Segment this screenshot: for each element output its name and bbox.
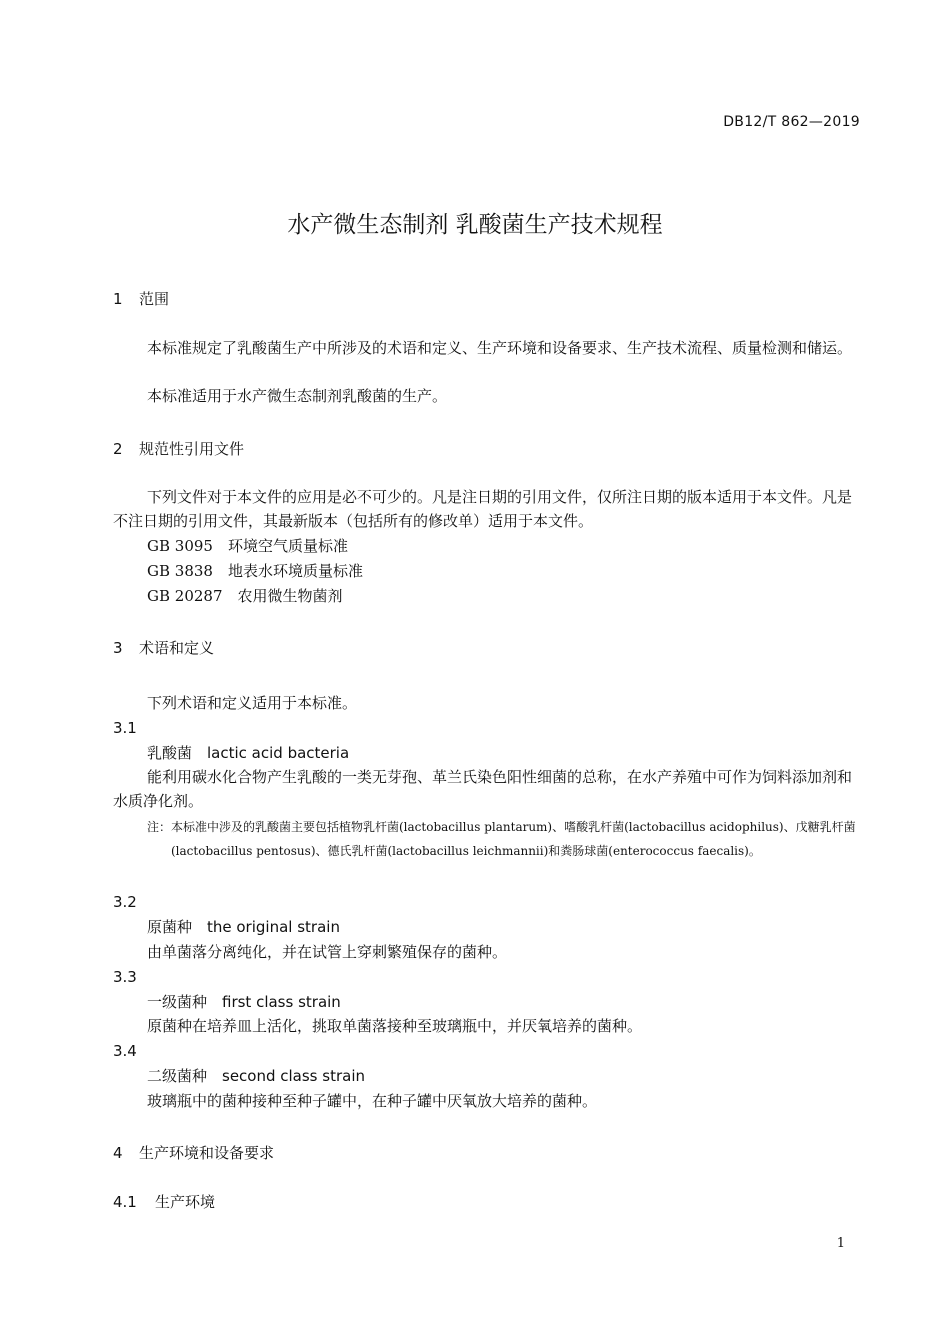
term-name: 二级菌种 second class strain [147, 1067, 365, 1085]
subsection-4-1-heading [113, 1191, 215, 1212]
term-number: 3.1 [113, 719, 137, 737]
section-2-heading [113, 438, 244, 459]
section-number: 3 [113, 639, 123, 657]
term-definition: 原菌种在培养皿上活化，挑取单菌落接种至玻璃瓶中，并厌氧培养的菌种。 [147, 1017, 643, 1035]
section-1-paragraph-1: 本标准规定了乳酸菌生产中所涉及的术语和定义、生产环境和设备要求、生产技术流程、质量检测和储运。 [147, 339, 853, 357]
section-2-paragraph-1: 下列文件对于本文件的应用是必不可少的。凡是注日期的引用文件，仅所注日期的版本适用于本文件。凡是不注日期的引用文件，其最新版本（包括所有的修改单）适用于本文件。 [113, 488, 853, 530]
reference-item: GB 3095 环境空气质量标准 [147, 537, 348, 555]
section-title: 生产环境和设备要求 [139, 1144, 275, 1162]
subsection-number: 4.1 [113, 1193, 137, 1211]
section-title: 范围 [139, 290, 170, 308]
term-name: 乳酸菌 lactic acid bacteria [147, 744, 350, 762]
section-3-heading [113, 637, 214, 658]
reference-item: GB 20287 农用微生物菌剂 [147, 587, 343, 605]
section-3-intro: 下列术语和定义适用于本标准。 [147, 694, 358, 712]
page-number: 1 [836, 1236, 845, 1251]
document-code: DB12/T 862—2019 [723, 114, 860, 130]
section-number: 4 [113, 1144, 123, 1162]
term-name: 一级菌种 first class strain [147, 993, 341, 1011]
section-title: 规范性引用文件 [139, 440, 245, 458]
note-label: 注： [147, 820, 172, 834]
section-number: 2 [113, 440, 123, 458]
section-title: 术语和定义 [139, 639, 215, 657]
term-number: 3.4 [113, 1042, 137, 1060]
term-definition: 玻璃瓶中的菌种接种至种子罐中，在种子罐中厌氧放大培养的菌种。 [147, 1092, 598, 1110]
document-title: 水产微生态制剂 乳酸菌生产技术规程 [287, 212, 663, 238]
section-1-paragraph-2: 本标准适用于水产微生态制剂乳酸菌的生产。 [147, 387, 448, 405]
section-1-heading [113, 288, 169, 309]
section-4-heading [113, 1142, 274, 1163]
subsection-title: 生产环境 [155, 1193, 216, 1211]
section-number: 1 [113, 290, 123, 308]
term-note: 本标准中涉及的乳酸菌主要包括植物乳杆菌(lactobacillus plantarum)、嗜酸乳杆菌(lactobacillus acidophilus)、戊糖乳杆菌(lactobacillus pentosus)、德氏乳杆菌(lactobacillus leichmannii)和粪肠球菌(enterococcus faecalis)。 [171, 820, 856, 858]
term-definition: 能利用碳水化合物产生乳酸的一类无芽孢、革兰氏染色阳性细菌的总称，在水产养殖中可作为饲料添加剂和水质净化剂。 [113, 768, 853, 810]
term-number: 3.3 [113, 968, 137, 986]
term-name: 原菌种 the original strain [147, 918, 340, 936]
term-number: 3.2 [113, 893, 137, 911]
term-definition: 由单菌落分离纯化，并在试管上穿刺繁殖保存的菌种。 [147, 943, 508, 961]
reference-item: GB 3838 地表水环境质量标准 [147, 562, 363, 580]
